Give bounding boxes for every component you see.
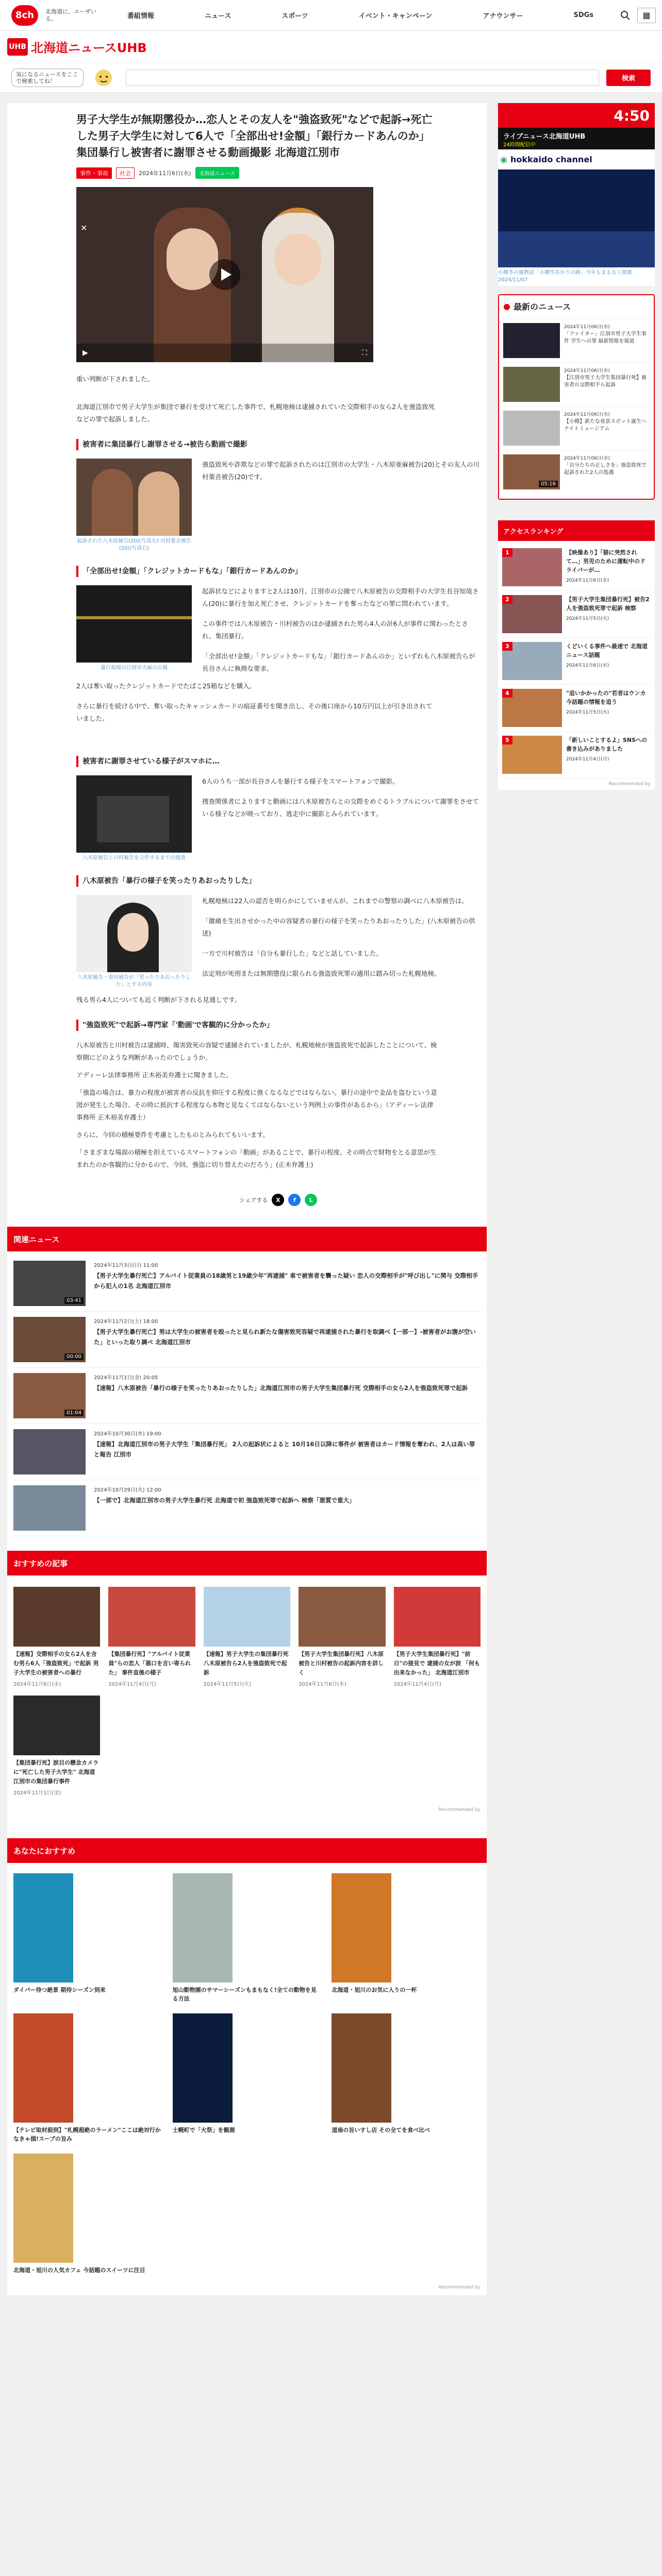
rank-number: 3 — [502, 642, 512, 651]
recommend-title: 【速報】男子大学生の集団暴行死 八木原被告ら2人を強盗致死で起訴 — [203, 1651, 289, 1676]
news-thumbnail — [13, 1485, 86, 1531]
recommend-card[interactable] — [299, 1587, 385, 1687]
search-icon[interactable] — [619, 9, 632, 22]
recommend-card[interactable] — [108, 1587, 195, 1687]
latest-news-thumb — [503, 367, 560, 402]
article-image-1 — [76, 459, 192, 536]
news-title: 【男子大学生暴行死亡】男は大学生の被害者を殴ったと見られ新たな傷害致死容疑で再逮捕された暴行を取調べ【一部一】-被害者がお腹が空いた」といった取り調べ 北海道江別市 — [94, 1328, 476, 1346]
image-caption-1: 起訴された八木原被告(20)(写真左) 川村葉音被告(20)(写真右) — [77, 538, 191, 551]
foryou-card[interactable] — [13, 2013, 162, 2143]
latest-news-text: 【江別市男子大学生集団暴行死】被害者の交際相手ら起訴 — [564, 375, 647, 388]
ranking-item[interactable] — [502, 638, 651, 685]
category-badge[interactable]: 事件・事故 — [76, 167, 112, 179]
latest-news-item[interactable] — [503, 318, 650, 362]
news-title: 【一部で】北海道江別市の男子大学生暴行死 北海道で初 強盗致死罪で起訴へ 検察「悪質で重大」 — [94, 1497, 355, 1504]
nav-item-sdgs[interactable]: SDGs — [573, 11, 594, 19]
article-image-3 — [76, 775, 192, 853]
news-date: 2024年10月30日(水) 19:00 — [94, 1431, 161, 1437]
related-news-item[interactable] — [13, 1368, 481, 1424]
search-button[interactable]: 検索 — [606, 70, 651, 86]
live-news-banner[interactable] — [498, 103, 655, 286]
site-title: 北海道ニュースUHB — [31, 41, 147, 55]
news-date: 2024年11月3日(日) 11:00 — [94, 1263, 158, 1268]
ranking-title: 「新しいことするよ」SNSへの書き込みがありました — [566, 737, 648, 752]
image-caption-4: 八木原被告・春田被告が「笑ったりあおったりした」とする内容 — [77, 975, 191, 988]
video-duration: 00:00 — [64, 1353, 84, 1360]
ranking-date: 2024年11月6日(水) — [566, 578, 609, 583]
recommend-image — [299, 1587, 385, 1647]
main-column — [7, 103, 487, 2295]
foryou-title: ダイバー待つ絶景 期待シーズン到来 — [13, 1987, 106, 1993]
recommend-card[interactable] — [394, 1587, 481, 1687]
paragraph-3a: 6人のうち一部が長谷さんを暴行する様子をスマートフォンで撮影。 — [202, 777, 399, 785]
latest-news-date: 2024年11月06日(水) — [564, 412, 610, 417]
fullscreen-icon[interactable]: ⛶ — [362, 349, 367, 357]
section-heading-4: 八木原被告「暴行の様子を笑ったりあおったりした」 — [76, 875, 481, 887]
line-share-icon[interactable]: L — [305, 1194, 317, 1206]
foryou-powered-by: Recommended by — [438, 2285, 481, 2290]
latest-news-thumb — [503, 323, 560, 358]
foryou-title: 旭山動物園のサマーシーズンもまもなく!全ての動物を見る方法 — [172, 1987, 317, 2002]
foryou-title: 【テレビ取材殺到】"札幌超絶のラーメン"ここは絶対行かなきゃ損!スープの旨み — [13, 2127, 161, 2142]
recommend-date: 2024年11月4日(月) — [393, 1682, 441, 1687]
region-badge[interactable]: 社会 — [116, 167, 135, 179]
nav-item-announcers[interactable]: アナウンサー — [483, 12, 523, 20]
recommend-title: 【速報】交際相手の女ら2人を含む男ら6人「強盗致死」で起訴 男子大学生の被害者への暴行 — [13, 1651, 99, 1676]
video-controls — [76, 344, 373, 362]
nav-item-sports[interactable]: スポーツ — [282, 12, 308, 20]
facebook-share-icon[interactable]: f — [288, 1194, 301, 1206]
article-meta — [76, 167, 481, 179]
latest-news-item[interactable] — [503, 450, 650, 494]
foryou-card[interactable] — [13, 2154, 162, 2275]
recommend-image — [13, 1696, 100, 1755]
uhb-news-logo[interactable] — [7, 38, 147, 56]
paragraph-5c: 「強盗の場合は、暴力の程度が被害者の反抗を抑圧する程度に強くなるなどではならない。暴行の途中で金品を盗むという意図が発生した場合、その時に抵抗する程度なら本物と見なくてはならないという判例上の事件があるから」（アディーレ法律事務所 正木裕美弁護士） — [76, 1089, 438, 1121]
foryou-title: 北海道・旭川の人気カフェ 今話題のスイーツに注目 — [13, 2267, 145, 2274]
paragraph-5b: アディーレ法律事務所 正木裕美弁護士に聞きました。 — [76, 1071, 233, 1079]
promo-caption[interactable]: 小樽冬の風物詩「小樽雪あかりの路」今年もまもなく開幕 2024/11/07 — [498, 270, 632, 283]
sub-header — [0, 31, 662, 63]
paragraph-5a: 八木原被告と川村被告は逮捕時、傷害致死の容疑で逮捕されていましたが、札幌地検が強盗致死で起訴したことについて、検察側にどのような判断があったのでしょうか。 — [76, 1041, 437, 1061]
latest-news-text: 【小樽】新たな夜景スポット誕生へ ナイトミュージアム — [564, 419, 647, 432]
uhb-mark-icon: UHB — [7, 38, 28, 56]
latest-news-text: 「自分たちの正しさを」強盗致死で起訴された2人の処遇 — [564, 463, 647, 476]
ranking-date: 2024年11月5日(火) — [566, 710, 609, 715]
article-date: 2024年11月6日(水) — [139, 170, 191, 177]
article-title: 男子大学生が無期懲役か…恋人とその友人を"強盗致死"などで起訴→死亡した男子大学生に対して6人で「全部出せ!金額」「銀行カードあんのか」集団暴行し被害者に謝罪させる動画撮影 北海道江別市 — [76, 113, 433, 159]
recommend-title: 【集団暴行死】涙目の懸念カメラに"死亡した男子大学生" 北海道江別市の集団暴行事件 — [13, 1759, 98, 1785]
paragraph-2b: この事件では八木原被告・川村被告のほか逮捕された男ら4人の計6人が事件に関わったとされ、集団暴行。 — [202, 620, 468, 640]
paragraph-5e: 「さまざまな場面の積極を担えているスマートフォンの「動画」があることで、暴行の程度、その時点で財物をとる意思が生まれたのか客観的に分かるので、今回、強盗に切り替えたのだろう」(正木弁護士) — [76, 1148, 437, 1168]
image-caption-2: 暴行現場の江別市大麻の公園 — [101, 665, 168, 671]
live-label: ライブニュース北海道UHB — [503, 133, 586, 141]
news-thumbnail — [13, 1429, 86, 1475]
related-news-item[interactable] — [13, 1256, 481, 1312]
foryou-image — [173, 2013, 233, 2123]
ranking-date: 2024年11月6日(水) — [566, 663, 609, 668]
recommend-date: 2024年11月6日(水) — [299, 1682, 346, 1687]
paragraph-4a: 札幌地検は22人の認否を明らかにしていませんが、これまでの警察の調べに八木原被告は。 — [202, 897, 468, 905]
foryou-card[interactable] — [13, 1873, 162, 2003]
ranking-date: 2024年11月5日(火) — [566, 616, 609, 621]
share-label: シェアする — [239, 1197, 268, 1204]
ranking-title: 【男子大学生集団暴行死】被告2人を強盗致死罪で起訴 検察 — [566, 596, 650, 612]
tv-icon: ▦ — [642, 10, 651, 20]
rank-number: 1 — [502, 548, 512, 557]
tagline: 北海道に、ユーザいる。 — [45, 8, 96, 22]
latest-news-date: 2024年11月06日(水) — [564, 456, 610, 461]
paragraph-2d: 2人は奪い取ったクレジットカードでたばこ25箱などを購入。 — [76, 682, 256, 690]
foryou-card[interactable] — [332, 1873, 481, 2003]
recommend-image — [13, 1587, 100, 1647]
ranking-thumb — [502, 689, 562, 727]
section-heading-3: 被害者に謝罪させている様子がスマホに… — [76, 756, 481, 767]
tv-guide-button[interactable] — [637, 8, 656, 23]
rank-number: 4 — [502, 689, 512, 698]
news-date: 2024年10月29日(火) 12:00 — [94, 1487, 161, 1493]
paragraph-1: 強盗致死や詐欺などの罪で起訴されたのは江別市の大学生・八木原亜麻被告(20)とその友人の川村葉音被告(20)です。 — [202, 461, 480, 481]
recommend-date: 2024年11月4日(月) — [108, 1682, 156, 1687]
video-duration: 05:16 — [539, 481, 558, 487]
hc-mark-icon: ◉ — [500, 155, 507, 164]
foryou-image — [13, 2013, 73, 2123]
recommend-card[interactable] — [204, 1587, 290, 1687]
rank-number: 2 — [502, 595, 512, 604]
ranking-list — [498, 541, 655, 790]
ranking-thumb — [502, 736, 562, 774]
brand-mark: 8ch — [11, 5, 38, 26]
ranking-item[interactable] — [502, 591, 651, 638]
recommend-date: 2024年11月5日(火) — [203, 1682, 252, 1687]
play-icon[interactable] — [209, 259, 240, 290]
recommend-date: 2024年11月6日(水) — [13, 1682, 61, 1687]
promo-image[interactable] — [498, 170, 655, 267]
latest-news-thumb — [503, 454, 560, 489]
foryou-image — [13, 1873, 73, 1982]
foryou-image — [332, 1873, 391, 1982]
search-speech: 気になるニュースをここで検索してね！ — [11, 69, 84, 87]
recommend-image — [108, 1587, 195, 1647]
image-caption-3: 八木原被告と川村被告を立件するまでの捜査 — [82, 855, 186, 861]
nav-item-events[interactable]: イベント・キャンペーン — [358, 12, 433, 20]
ranking-thumb — [502, 595, 562, 633]
news-title: 【男子大学生暴行死亡】アルバイト従業員の18歳男と19歳少年"再逮捕" 車で被害者を襲った疑い 恋人の交際相手が"呼び出し"に関与 交際相手から犯人の1名 北海道江別市 — [94, 1272, 478, 1290]
paragraph-2e: さらに暴行を続ける中で、奪い取ったキャッシュカードの暗証番号を聞き出し、その後口座から10万円以上が引き出されていました。 — [76, 702, 433, 722]
paragraph-4b: 「激痛を生出させかった中の容疑者の暴行の様子を笑ったりあおったりした」(八木原被告の供述) — [202, 917, 475, 937]
ranking-item[interactable] — [502, 732, 651, 778]
latest-news-date: 2024年11月06日(水) — [564, 325, 610, 330]
recommend-title: 【集団暴行死】"アルバイト従業員"らの恋人「悪口を言い寄られた」 事件直後の様子 — [108, 1651, 191, 1676]
search-input[interactable] — [126, 70, 599, 86]
foryou-card[interactable] — [332, 2013, 481, 2143]
recommend-card[interactable] — [13, 1587, 100, 1687]
latest-news-icon: ● — [503, 301, 510, 311]
news-title: 【速報】八木原被告「暴行の様子を笑ったりあおったりした」北海道江別市の男子大学生集団暴行死 交際相手の女ら2人を強盗致死罪で起訴 — [94, 1384, 468, 1392]
x-share-icon[interactable]: X — [272, 1194, 284, 1206]
share-bar — [76, 1194, 481, 1206]
latest-news-thumb — [503, 411, 560, 446]
section-heading-1: 被害者に集団暴行し謝罪させる→被告ら動画で撮影 — [76, 439, 481, 450]
paragraph-2c: 「全部出せ!金額」「クレジットカードもな」「銀行カードあんのか」といずれも八木原被告らが長谷さんに執拗な要求。 — [202, 652, 475, 672]
live-time: 4:50 — [614, 107, 650, 124]
paragraph-4c: 一方で川村被告は「自分も暴行した」などと話していました。 — [202, 950, 383, 957]
rank-number: 5 — [502, 736, 512, 744]
paragraph-2a: 起訴状などによりますと2人は10月、江別市の公園で八木原被告の交際相手の大学生長谷知哉さん(20)に暴行を加え死亡させ、クレジットカードを奪ったなどの罪に問われています。 — [202, 587, 479, 607]
news-date: 2024年11月2日(土) 18:00 — [94, 1319, 158, 1325]
ranking-powered-by: Recommended by — [608, 782, 651, 787]
section-heading-5: "強盗致死"で起訴→専門家「'動画'で客観的に分かったか」 — [76, 1020, 481, 1031]
live-sub: 24時間配信中 — [503, 142, 536, 148]
foryou-title: 道南の旨いすし店 その全てを食べ比べ — [332, 2127, 431, 2133]
foryou-title: 北海道・旭川のお気に入りの一杯 — [332, 1987, 417, 1993]
mascot-icon — [89, 66, 119, 90]
foryou-image — [13, 2154, 73, 2263]
lead-text-2: 重い判断が下されました。 — [76, 375, 154, 383]
recommend-image — [204, 1587, 290, 1647]
news-date: 2024年11月1日(金) 20:05 — [94, 1375, 158, 1381]
ranking-title: 【映像あり】「猫に突然されて…」男児のために運転中のドライバーが… — [566, 549, 646, 573]
lead-text: 北海道江別市で男子大学生が集団で暴行を受けて死亡した事件で、札幌地検は逮捕されていた交際相手の女ら2人を強盗致死などの罪で起訴しました。 — [76, 403, 435, 423]
news-thumbnail — [13, 1261, 86, 1306]
ranking-thumb — [502, 548, 562, 586]
foryou-title: 士幌町で「火祭」を観測 — [172, 2127, 235, 2133]
recommend-image — [394, 1587, 481, 1647]
foryou-card[interactable] — [173, 1873, 322, 2003]
foryou-image — [332, 2013, 391, 2123]
latest-news-title: 最新のニュース — [513, 302, 571, 312]
article — [7, 103, 487, 1206]
ranking-date: 2024年11月4日(月) — [566, 757, 609, 762]
nav-item-news[interactable]: ニュース — [204, 12, 231, 20]
related-news-item[interactable] — [13, 1312, 481, 1368]
search-bar — [0, 63, 662, 93]
recommend-date: 2024年11月1日(金) — [13, 1790, 61, 1796]
person-right-face — [275, 233, 321, 285]
ranking-title: くどいくる事件へ最速で 北海道ニュース話題 — [566, 643, 648, 658]
recommend-title: 【男子大学生集団暴行死】"前日"の接見で 逮捕の女が涙 「何も出来なかった」 北海道江別市 — [393, 1651, 480, 1676]
article-image-2 — [76, 585, 192, 663]
latest-news-item[interactable] — [503, 362, 650, 406]
related-news-item[interactable] — [13, 1424, 481, 1480]
recommend-title: 【男子大学生集団暴行死】八木原被告と川村被告の起訴内容を詳しく — [299, 1651, 384, 1676]
close-icon[interactable]: ✕ — [80, 223, 88, 233]
recommend-heading: おすすめの記事 — [7, 1551, 487, 1575]
ranking-heading: アクセスランキング — [498, 520, 655, 541]
news-title: 【速報】北海道江別市の男子大学生「集団暴行死」 2人の起訴状によると 10月16日以降に事件が 被害者はカード情報を奪われ、2人は高い罪と報告 江別市 — [94, 1440, 475, 1458]
latest-news-box — [498, 294, 655, 500]
foryou-grid — [7, 1863, 487, 2285]
news-thumbnail — [13, 1317, 86, 1362]
ranking-thumb — [502, 642, 562, 680]
video-duration: 03:41 — [64, 1297, 84, 1304]
latest-news-text: 「ファイター」江別市男子大学生事件 学生への罪 最新情報を報道 — [564, 331, 647, 344]
paragraph-4e: 残る男ら4人についても近く判断が下される見通しです。 — [76, 996, 241, 1004]
paragraph-4d: 法定刑が死刑または無期懲役に限られる強盗致死罪の適用に踏み切った札幌地検。 — [202, 970, 441, 977]
sidebar — [498, 103, 655, 2295]
news-thumbnail — [13, 1373, 86, 1418]
ranking-item[interactable] — [502, 685, 651, 732]
ranking-item[interactable] — [502, 544, 651, 591]
related-news-list — [7, 1251, 487, 1540]
recommend-grid — [7, 1575, 487, 1807]
video-player[interactable] — [76, 187, 373, 362]
play-small-icon[interactable]: ▶ — [82, 349, 88, 357]
paragraph-5d: さらに、今回の積極要件を考慮としたものとみられてもいいます。 — [76, 1131, 270, 1139]
recommend-card[interactable] — [13, 1696, 100, 1796]
hokkaido-channel-logo[interactable] — [498, 149, 655, 170]
paragraph-3b: 捜査関係者によりますと動画には八木原被告らとの交際をめぐるトラブルについて謝罪をさせている様子などが映っており、逃走中に撮影とみられています。 — [202, 798, 479, 818]
section-heading-2: 「全部出せ!金額」「クレジットカードもな」「銀行カードあんのか」 — [76, 566, 481, 577]
video-duration: 01:04 — [64, 1410, 84, 1416]
global-nav — [102, 0, 619, 30]
related-news-item[interactable] — [13, 1480, 481, 1536]
follow-button[interactable]: 北海道ニュース — [195, 167, 240, 179]
related-news-heading: 関連ニュース — [7, 1227, 487, 1251]
ranking-title: "追いかかったの"若者はウンカ 今話題の情報を追う — [566, 690, 646, 705]
recommend-powered-by: Recommended by — [438, 1807, 481, 1812]
latest-news-item[interactable] — [503, 406, 650, 450]
uhb-8ch-logo[interactable] — [0, 0, 45, 31]
foryou-heading: あなたにおすすめ — [7, 1838, 487, 1863]
nav-item-programs[interactable]: 番組情報 — [127, 12, 154, 20]
hc-label: hokkaido channel — [510, 155, 592, 164]
foryou-image — [173, 1873, 233, 1982]
article-image-4 — [76, 895, 192, 972]
foryou-card[interactable] — [173, 2013, 322, 2143]
latest-news-date: 2024年11月06日(水) — [564, 368, 610, 374]
global-header — [0, 0, 662, 31]
